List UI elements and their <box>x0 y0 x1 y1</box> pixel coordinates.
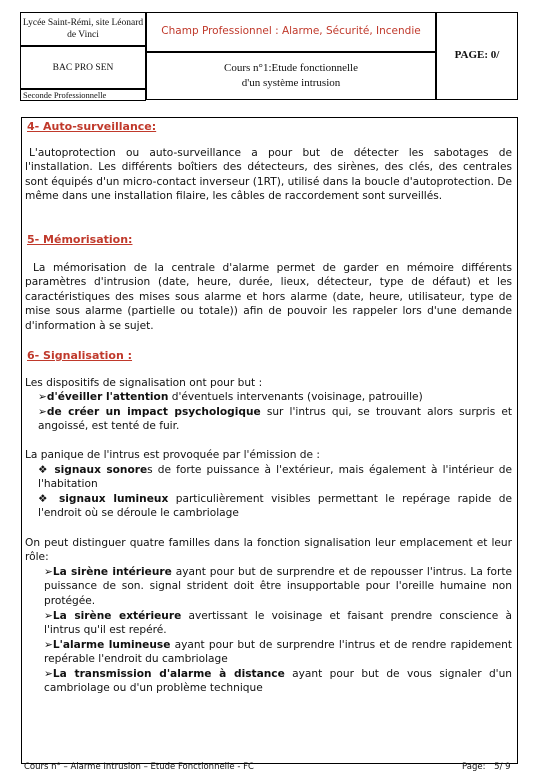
sound-bold: signaux sonore <box>54 464 148 476</box>
school-name: Lycée Saint-Rémi, site Léonard de Vinci <box>20 12 146 46</box>
arrow-icon: ➢ <box>44 610 53 622</box>
family-item-1 <box>44 565 512 608</box>
document-header <box>20 12 518 100</box>
family-3-text: ayant pour but de surprendre l'intrus et de rendre rapidement repérable l'endroit du cambriolage <box>44 639 512 666</box>
purpose-item-1 <box>38 390 512 404</box>
family-2-text: avertissant le voisinage et faisant prendre conscience à l'intrus qu'il est repéré. <box>44 610 512 637</box>
light-text: particulièrement visibles permettant le repérage rapide de l'endroit où se déroule le cambriolage <box>38 493 513 520</box>
arrow-icon: ➢ <box>44 668 53 680</box>
sound-text: s de forte puissance à l'extérieur, mais également à l'intérieur de l'habitation <box>38 464 512 491</box>
course-title-line1: Cours n°1:Etude fonctionnelle <box>224 62 358 74</box>
course-title-line2: d'un système intrusion <box>241 77 341 89</box>
course-title <box>146 52 436 100</box>
purpose-2-text: sur l'intrus qui, se trouvant alors surpris et angoissé, est tenté de fuir. <box>38 406 513 433</box>
family-3-bold: L'alarme lumineuse <box>52 639 171 651</box>
section-6-title: 6- Signalisation : <box>27 349 133 362</box>
arrow-icon: ➢ <box>44 566 53 578</box>
family-4-text: ayant pour but de vous signaler d'un cambriolage ou d'un problème technique <box>44 668 513 695</box>
signal-item-sound <box>38 463 512 492</box>
family-item-2 <box>44 609 512 638</box>
purpose-item-2 <box>38 405 512 434</box>
family-1-bold: La sirène intérieure <box>52 566 172 578</box>
diamond-icon: ❖ <box>38 464 50 476</box>
diamond-icon: ❖ <box>38 493 52 505</box>
family-4-bold: La transmission d'alarme à distance <box>52 668 285 680</box>
footer-page-label: Page: <box>462 762 486 772</box>
arrow-icon: ➢ <box>38 391 47 403</box>
light-bold: signaux lumineux <box>59 493 169 505</box>
panic-intro: La panique de l'intrus est provoquée par l'émission de : <box>25 449 320 461</box>
footer-page <box>462 762 511 772</box>
family-item-4 <box>44 667 512 696</box>
families-intro: On peut distinguer quatre familles dans la fonction signalisation leur emplacement et leur rôle: <box>25 537 512 564</box>
purpose-1-bold: d'éveiller l'attention <box>46 391 169 403</box>
section-5-text: La mémorisation de la centrale d'alarme permet de garder en mémoire différents paramètres d'intrusion (date, heure, durée, lieux, détecteur, type de défaut) et les caractéristiques des mises sous alarme et hors alarme (date, heure, utilisateur, type de mise sous alarme (partielle ou totale)) afin de pouvoir les rappeler lors d'une demande d'information à se sujet. <box>25 262 512 332</box>
page-indicator: PAGE: 0/ <box>436 12 518 100</box>
footer-page-value: 5/ 9 <box>494 762 511 772</box>
section-4-title: 4- Auto-surveillance: <box>27 120 157 133</box>
arrow-icon: ➢ <box>44 639 53 651</box>
purpose-2-bold: de créer un impact psychologique <box>46 406 261 418</box>
bac-label: BAC PRO SEN <box>20 46 146 89</box>
signal-intro: Les dispositifs de signalisation ont pour but : <box>25 377 263 389</box>
section-4-text: L'autoprotection ou auto-surveillance a pour but de détecter les sabotages de l'installation. Les différents boîtiers des détecteurs, des sirènes, des clés, des centrales sont équipés d'un micro-contact inverseur (1RT), utilisé dans la boucle d'autoprotection. De même dans une installation filaire, les câbles de raccordement sont surveillés. <box>25 147 512 203</box>
family-1-text: ayant pour but de surprendre et de repousser l'intrus. La forte puissance de son. signal strident doit être insupportable pour l'oreille humaine non protégée. <box>44 566 512 607</box>
footer-course: Cours n° – Alarme Intrusion – Etude Fonctionnelle - FC <box>24 762 254 772</box>
content-frame <box>21 117 518 764</box>
arrow-icon: ➢ <box>38 406 47 418</box>
section-5-title: 5- Mémorisation: <box>27 233 133 246</box>
class-level: Seconde Professionnelle <box>20 89 146 101</box>
signal-item-light <box>38 492 512 521</box>
purpose-1-text: d'éventuels intervenants (voisinage, patrouille) <box>168 391 423 403</box>
professional-field: Champ Professionnel : Alarme, Sécurité, Incendie <box>146 12 436 52</box>
family-2-bold: La sirène extérieure <box>52 610 182 622</box>
family-item-3 <box>44 638 512 667</box>
